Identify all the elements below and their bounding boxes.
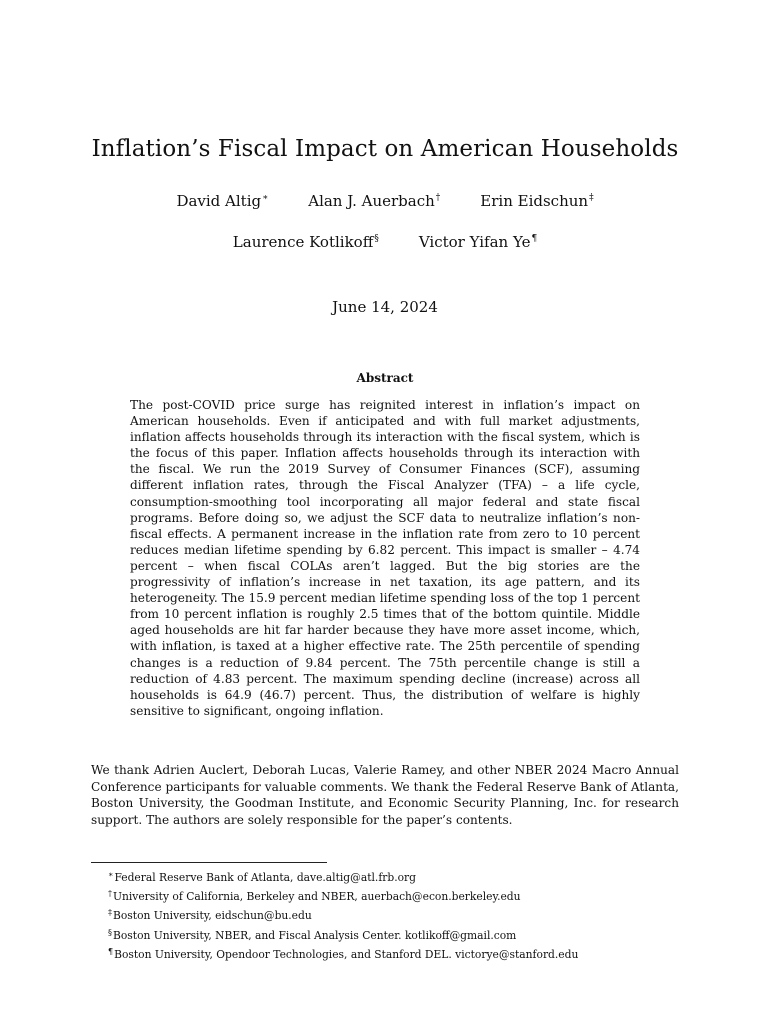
footnote-mark: ∗ xyxy=(108,870,114,879)
author-name: David Altig xyxy=(176,192,262,210)
footnotes xyxy=(108,867,578,963)
author-altig xyxy=(176,192,268,210)
footnote-item xyxy=(108,944,578,963)
paper-title: Inflation’s Fiscal Impact on American Households xyxy=(91,136,679,162)
footnote-mark: ¶ xyxy=(108,946,114,956)
footnote-mark: ‡ xyxy=(108,908,112,918)
footnote-item xyxy=(108,905,578,924)
footnote-item xyxy=(108,886,578,905)
author-footnote-mark: ∗ xyxy=(262,193,269,203)
author-ye xyxy=(419,233,537,251)
footnote-text: Boston University, NBER, and Fiscal Analysis Center. kotlikoff@gmail.com xyxy=(113,928,517,942)
author-footnote-mark: § xyxy=(374,234,379,244)
author-auerbach xyxy=(308,192,440,210)
author-footnote-mark: ‡ xyxy=(589,193,594,203)
author-name: Laurence Kotlikoff xyxy=(232,233,374,251)
footnote-text: Federal Reserve Bank of Atlanta, dave.altig@atl.frb.org xyxy=(114,871,417,884)
abstract-heading: Abstract xyxy=(356,371,414,385)
footnote-mark: § xyxy=(108,927,112,937)
author-row-1 xyxy=(0,192,770,210)
footnote-text: Boston University, eidschun@bu.edu xyxy=(113,909,312,923)
footnote-text: University of California, Berkeley and NBER, auerbach@econ.berkeley.edu xyxy=(113,890,521,904)
author-eidschun xyxy=(480,192,593,210)
abstract-text: The post-COVID price surge has reignited interest in inflation’s impact on American households. Even if anticipated and with full market adjustments, inflation affects households through its interaction with the fiscal system, which is the focus of this paper. Inflation affects households through its interaction with the fiscal. We run the 2019 Survey of Consumer Finances (SCF), assuming different inflation rates, through the Fiscal Analyzer (TFA) – a life cycle, consumption-smoothing tool incorporating all major federal and state fiscal programs. Before doing so, we adjust the SCF data to neutralize inflation’s non-fiscal effects. A permanent increase in the inflation rate from zero to 10 percent reduces median lifetime spending by 6.82 percent. This impact is smaller – 4.74 percent – when fiscal COLAs aren’t lagged. But the big stories are the progressivity of inflation’s increase in net taxation, its age pattern, and its heterogeneity. The 15.9 percent median lifetime spending loss of the top 1 percent from 10 percent inflation is roughly 2.5 times that of the bottom quintile. Middle aged households are hit far harder because they have more asset income, which, with inflation, is taxed at a higher effective rate. The 25th percentile of spending changes is a reduction of 9.84 percent. The 75th percentile change is still a reduction of 4.83 percent. The maximum spending decline (increase) across all households is 64.9 (46.7) percent. Thus, the distribution of welfare is highly sensitive to significant, ongoing inflation. xyxy=(130,398,640,718)
author-kotlikoff xyxy=(233,233,379,251)
footnote-item xyxy=(108,925,578,944)
author-row-2 xyxy=(0,233,770,251)
paper-date: June 14, 2024 xyxy=(332,298,438,316)
author-name: Alan J. Auerbach xyxy=(308,192,435,210)
author-name: Victor Yifan Ye xyxy=(418,233,531,251)
author-footnote-mark: ¶ xyxy=(531,234,538,244)
footnote-divider xyxy=(91,862,327,863)
footnote-mark: † xyxy=(108,889,112,899)
author-footnote-mark: † xyxy=(435,193,441,203)
acknowledgments-text: We thank Adrien Auclert, Deborah Lucas, Valerie Ramey, and other NBER 2024 Macro Annual Conference participants for valuable comments. We thank the Federal Reserve Bank of Atlanta, Boston University, the Goodman Institute, and Economic Security Planning, Inc. for research support. The authors are solely responsible for the paper’s contents. xyxy=(91,763,679,828)
author-name: Erin Eidschun xyxy=(480,192,589,210)
footnote-text: Boston University, Opendoor Technologies, and Stanford DEL. victorye@stanford.edu xyxy=(114,947,579,961)
footnote-item xyxy=(108,867,578,886)
